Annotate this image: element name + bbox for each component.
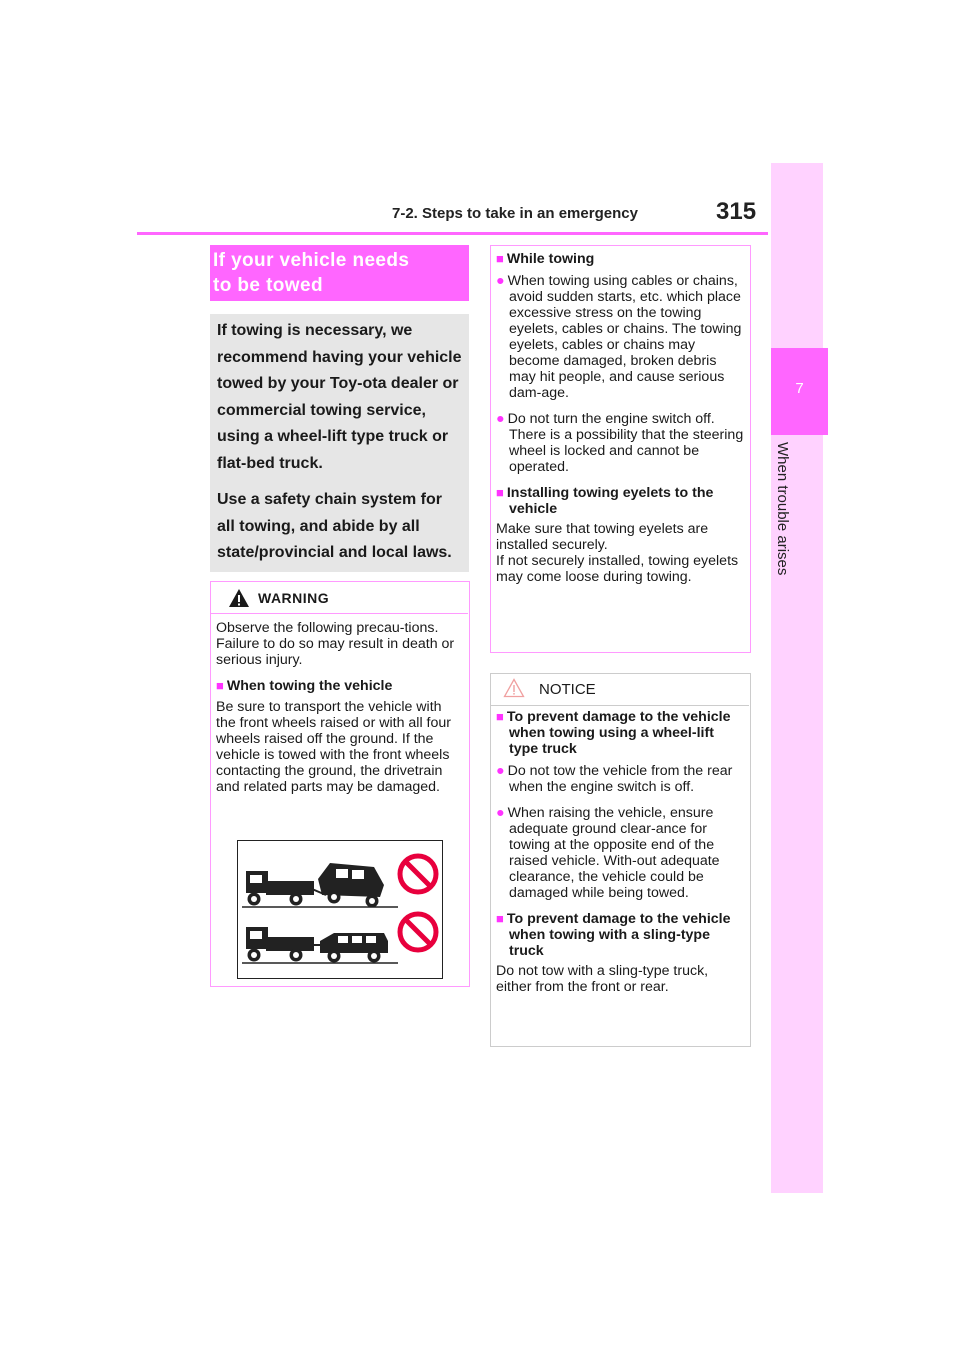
chapter-number: 7 [795,380,804,397]
section-heading-line2: to be towed [213,275,323,296]
towing-text-2: If not securely installed, towing eyelets may come loose during towing. [496,553,739,585]
warning-text: Be sure to transport the vehicle with the front wheels raised or with all four wheels raised off the ground. If the vehicle is towed with the front wheels contacting the ground, the drivetrain and related parts may be damaged. [216,699,451,795]
square-bullet-icon: ■ [216,678,224,693]
intro-paragraph-1: If towing is necessary, we recommend having your vehicle towed by your Toy-ota dealer or commercial towing service, using a wheel-lift type truck or flat-bed truck. [217,322,462,472]
warning-body [216,620,464,795]
towing-subheading-1: While towing [506,251,595,267]
square-bullet-icon: ■ [496,251,504,266]
chapter-label-wrap [765,442,795,642]
intro-text [217,318,464,577]
towed-car-icon [318,863,384,908]
intro-paragraph-2: Use a safety chain system for all towing, and abide by all state/provincial and local laws. [217,491,452,561]
warning-intro-2: Failure to do so may result in death or serious injury. [216,636,455,668]
warning-subheading: When towing the vehicle [226,678,393,694]
square-bullet-icon: ■ [496,485,504,500]
towing-text-1: Make sure that towing eyelets are installed securely. [496,521,709,553]
warning-title: WARNING [258,590,330,606]
towed-car-icon [320,933,388,963]
towing-subheading-2: Installing towing eyelets to the vehicle [506,485,714,517]
round-bullet-icon: ● [496,411,505,427]
section-heading-line1: If your vehicle needs [213,250,410,271]
page-number: 315 [716,198,757,225]
round-bullet-icon: ● [496,805,505,821]
notice-title: NOTICE [539,681,596,698]
notice-bullet-2: When raising the vehicle, ensure adequate ground clear-ance for towing at the opposite end of the raised vehicle. With-out adequate clearance, the vehicle could be damaged while being towed. [507,805,720,901]
towing-bullet-2a: Do not turn the engine switch off. [507,411,715,427]
notice-subheading-2: To prevent damage to the vehicle when towing with a sling-type truck [506,911,731,959]
towing-body [496,251,746,585]
warning-intro-1: Observe the following precau-tions. [216,620,439,636]
prohibited-icon [400,914,436,950]
warning-triangle-icon [228,588,250,608]
header-rule [137,232,768,235]
notice-bullet-1: Do not tow the vehicle from the rear when the engine switch is off. [507,763,733,795]
round-bullet-icon: ● [496,763,505,779]
square-bullet-icon: ■ [496,911,504,926]
chapter-side-strip [771,163,823,1193]
notice-text: Do not tow with a sling-type truck, either from the front or rear. [496,963,709,995]
section-heading [213,248,463,298]
notice-subheading-1: To prevent damage to the vehicle when towing using a wheel-lift type truck [506,709,731,757]
tow-truck-icon [246,927,322,962]
notice-body [496,709,746,995]
towing-bullet-2b: There is a possibility that the steering wheel is locked and cannot be operated. [509,427,744,475]
towing-diagram [238,841,442,978]
round-bullet-icon: ● [496,273,505,289]
caution-triangle-icon [503,678,525,698]
tow-truck-icon [246,871,326,906]
square-bullet-icon: ■ [496,709,504,724]
prohibited-icon [400,856,436,892]
section-title: 7-2. Steps to take in an emergency [392,205,638,222]
towing-illustration [237,840,443,979]
notice-header [491,674,749,706]
towing-bullet-1: When towing using cables or chains, avoid sudden starts, etc. which place excessive stress on the towing eyelets, cables or chains. The towing eyelets, cables or chains may become damaged, broken debris may hit people, and cause serious dam-age. [507,273,742,401]
chapter-label: When trouble arises [774,442,791,576]
